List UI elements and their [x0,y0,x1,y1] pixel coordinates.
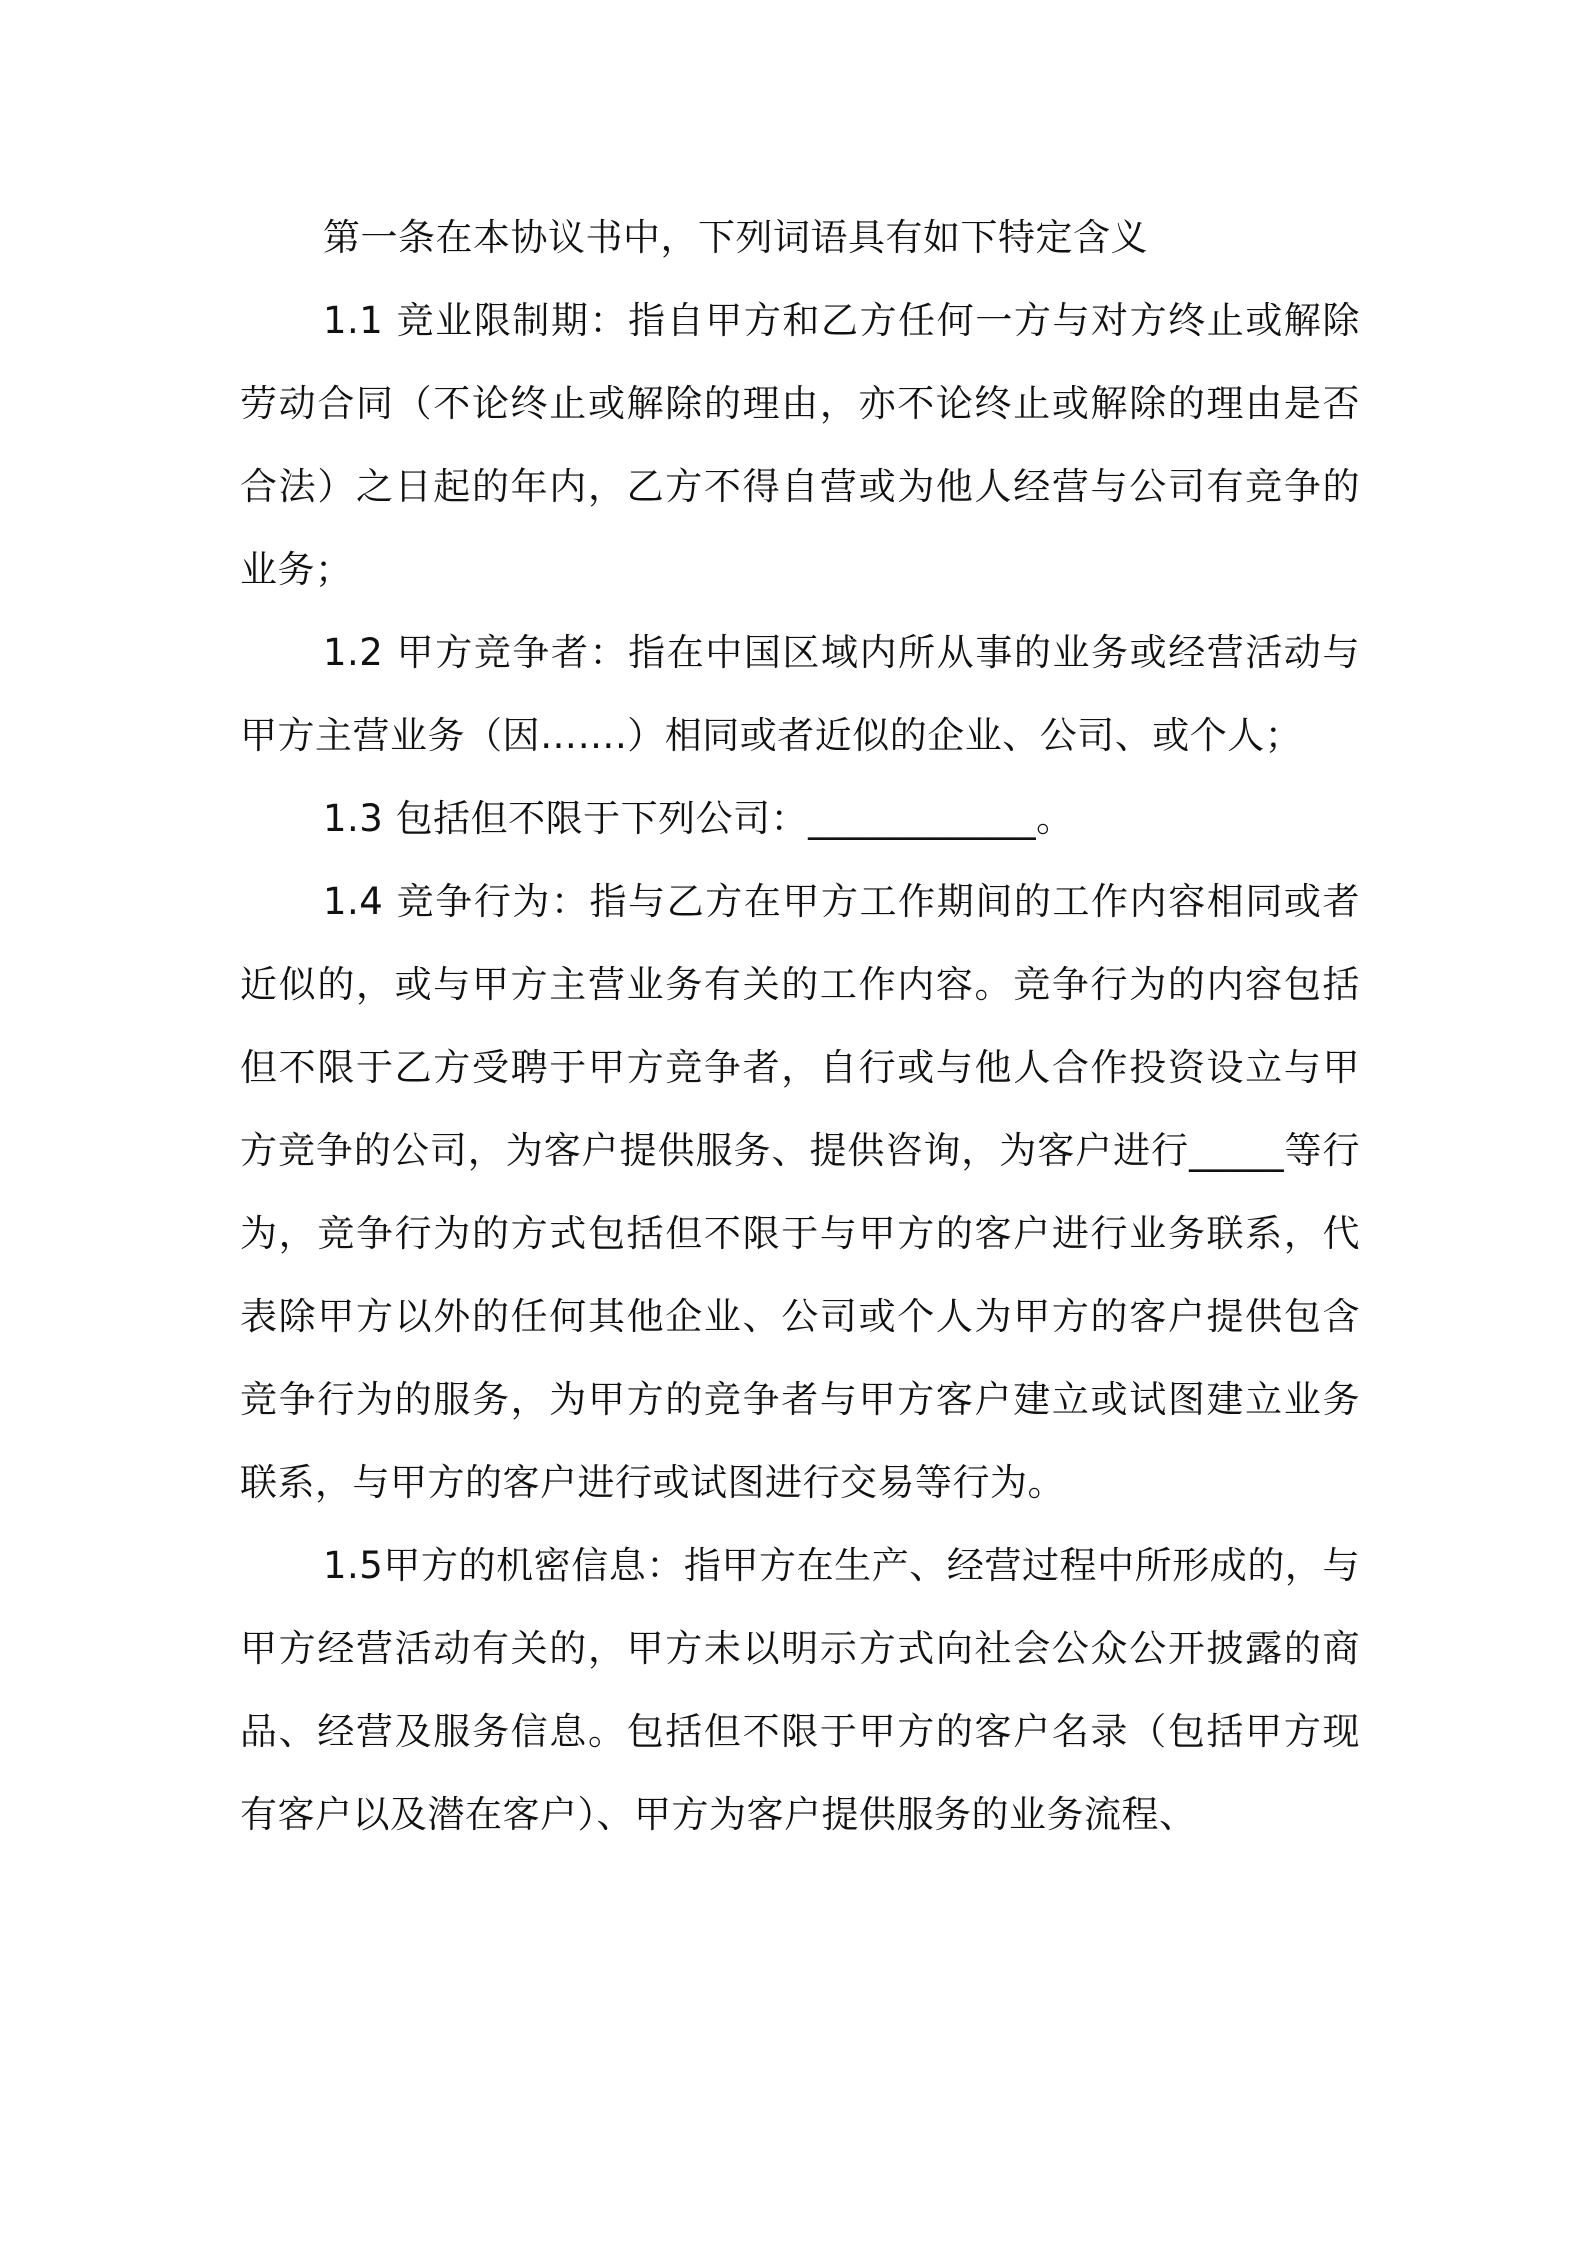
clause-1-3: 1.3 包括但不限于下列公司：____________。 [323,797,1074,840]
clause-1-5: 1.5甲方的机密信息：指甲方在生产、经营过程中所形成的，与甲方经营活动有关的，甲方未以明示方式向社会公众公开披露的商品、经营及服务信息。包括但不限于甲方的客户名录（包括甲方现有客户以及潜在客户）、甲方为客户提供服务的业务流程、 [240,1544,1360,1836]
clause-1-1: 1.1 竞业限制期：指自甲方和乙方任何一方与对方终止或解除劳动合同（不论终止或解除的理由，亦不论终止或解除的理由是否合法）之日起的年内，乙方不得自营或为他人经营与公司有竞争的业务； [240,299,1360,591]
clause-1-2: 1.2 甲方竞争者：指在中国区域内所从事的业务或经营活动与甲方主营业务（因…….）相同或者近似的企业、公司、或个人； [240,631,1360,757]
article-heading: 第一条在本协议书中，下列词语具有如下特定含义 [323,216,1148,259]
clause-1-4: 1.4 竞争行为：指与乙方在甲方工作期间的工作内容相同或者近似的，或与甲方主营业务有关的工作内容。竞争行为的内容包括但不限于乙方受聘于甲方竞争者，自行或与他人合作投资设立与甲方竞争的公司，为客户提供服务、提供咨询，为客户进行_____等行为，竞争行为的方式包括但不限于与甲方的客户进行业务联系，代表除甲方以外的任何其他企业、公司或个人为甲方的客户提供包含竞争行为的服务，为甲方的竞争者与甲方客户建立或试图建立业务联系，与甲方的客户进行或试图进行交易等行为。 [240,880,1360,1504]
document-body [240,196,1360,1856]
